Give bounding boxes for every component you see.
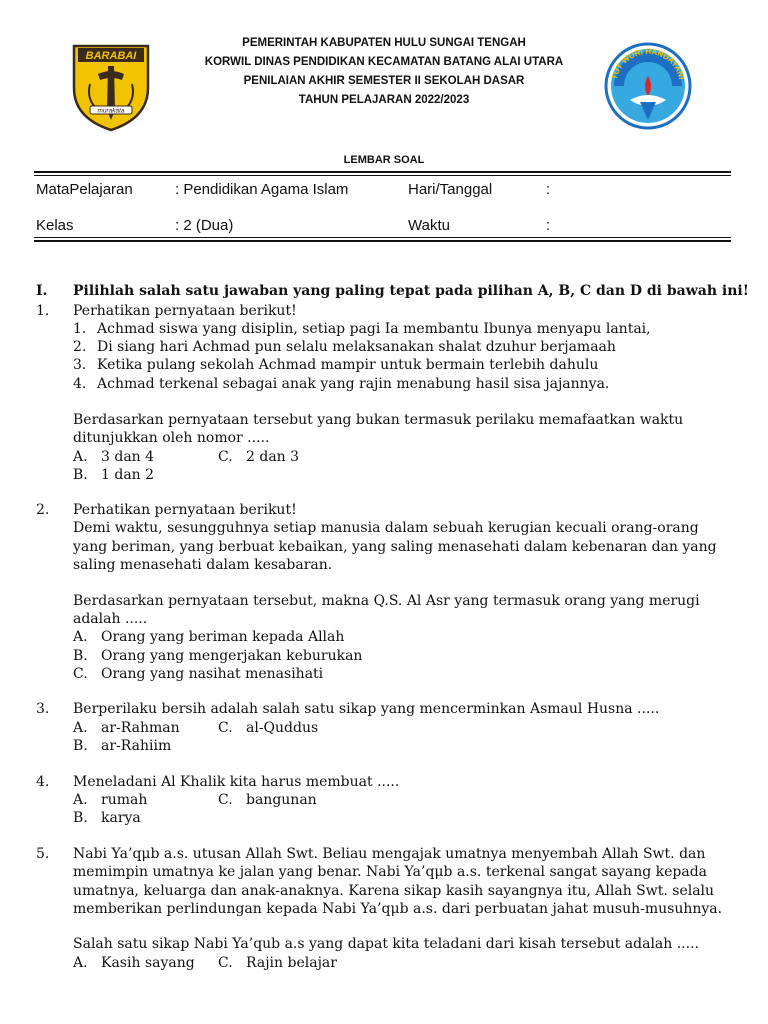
question-paragraph: saling menasehati dalam kesabaran. bbox=[73, 557, 333, 573]
option-text: Rajin belajar bbox=[246, 955, 337, 971]
question-paragraph: memberikan perlindungan kepada Nabi Ya’qμb a.s. dari perbuatan jahat musuh-musuhnya. bbox=[73, 901, 723, 917]
option-text: rumah bbox=[101, 792, 148, 808]
top-double-rule-thin bbox=[34, 175, 731, 176]
option-text: karya bbox=[101, 810, 141, 826]
statement-number: 1. bbox=[73, 321, 87, 337]
barabai-logo bbox=[68, 40, 154, 132]
svg-text:murakata: murakata bbox=[97, 107, 125, 115]
question-number: 1. bbox=[36, 303, 50, 319]
question-paragraph: Nabi Ya’qμb a.s. utusan Allah Swt. Beliau mengajak umatnya menyembah Allah Swt. dan bbox=[73, 846, 706, 862]
option-letter: A. bbox=[73, 955, 88, 971]
option-letter: C. bbox=[218, 955, 233, 971]
question-paragraph: Demi waktu, sesungguhnya setiap manusia dalam sebuah kerugian kecuali orang-orang bbox=[73, 520, 699, 536]
statement-text: Di siang hari Achmad pun selalu melaksanakan shalat dzuhur berjamaah bbox=[97, 339, 616, 355]
question-text: Berperilaku bersih adalah salah satu sikap yang mencerminkan Asmaul Husna ..... bbox=[73, 701, 660, 717]
section-instruction: Pilihlah salah satu jawaban yang paling tepat pada pilihan A, B, C dan D di bawah ini! bbox=[73, 283, 749, 299]
option-text: Kasih sayang bbox=[101, 955, 195, 971]
option-letter: B. bbox=[73, 810, 88, 826]
sheet-title: LEMBAR SOAL bbox=[343, 154, 425, 166]
subject-label: MataPelajaran bbox=[36, 181, 133, 198]
subject-value: : Pendidikan Agama Islam bbox=[175, 181, 349, 198]
svg-text:TUT WURI HANDAYANI: TUT WURI HANDAYANI bbox=[609, 46, 687, 81]
question-prompt: Berdasarkan pernyataan tersebut yang bukan termasuk perilaku memafaatkan waktu bbox=[73, 412, 684, 428]
option-letter: C. bbox=[218, 449, 233, 465]
question-prompt: Berdasarkan pernyataan tersebut, makna Q.S. Al Asr yang termasuk orang yang merugi bbox=[73, 593, 700, 609]
option-letter: A. bbox=[73, 629, 88, 645]
option-text: bangunan bbox=[246, 792, 317, 808]
statement-number: 2. bbox=[73, 339, 87, 355]
header-line-4: TAHUN PELAJARAN 2022/2023 bbox=[298, 94, 470, 106]
option-letter: A. bbox=[73, 720, 88, 736]
option-letter: C. bbox=[73, 666, 88, 682]
statement-text: Achmad terkenal sebagai anak yang rajin menabung hasil sisa jajannya. bbox=[97, 376, 610, 392]
option-letter: B. bbox=[73, 648, 88, 664]
option-letter: C. bbox=[218, 792, 233, 808]
bottom-double-rule bbox=[34, 240, 731, 242]
option-text: Orang yang beriman kepada Allah bbox=[101, 629, 345, 645]
time-value: : bbox=[546, 217, 551, 234]
bottom-double-rule-thin bbox=[34, 237, 731, 238]
question-prompt: ditunjukkan oleh nomor ..... bbox=[73, 430, 270, 446]
statement-number: 3. bbox=[73, 357, 87, 373]
header-line-2: KORWIL DINAS PENDIDIKAN KECAMATAN BATANG ALAI UTARA bbox=[204, 56, 564, 68]
option-text: Orang yang nasihat menasihati bbox=[101, 666, 324, 682]
question-paragraph: yang beriman, yang berbuat kebaikan, yang saling menasehati dalam kebenaran dan yang bbox=[73, 539, 717, 555]
svg-text:BARABAI: BARABAI bbox=[85, 50, 137, 62]
time-label: Waktu bbox=[408, 217, 450, 234]
question-paragraph: umatnya, keluarga dan anak-anaknya. Karena sikap kasih sayangnya itu, Allah Swt. selalu bbox=[73, 883, 715, 899]
option-text: ar-Rahman bbox=[101, 720, 180, 736]
tut-wuri-handayani-logo bbox=[600, 40, 696, 132]
school-header bbox=[150, 34, 618, 110]
day-label: Hari/Tanggal bbox=[408, 181, 493, 198]
question-number: 4. bbox=[36, 774, 50, 790]
question-number: 2. bbox=[36, 502, 50, 518]
option-letter: B. bbox=[73, 467, 88, 483]
option-text: ar-Rahiim bbox=[101, 738, 172, 754]
header-line-1: PEMERINTAH KABUPATEN HULU SUNGAI TENGAH bbox=[242, 37, 526, 49]
day-value: : bbox=[546, 181, 551, 198]
option-letter: C. bbox=[218, 720, 233, 736]
question-number: 3. bbox=[36, 701, 50, 717]
option-text: al-Quddus bbox=[246, 720, 319, 736]
statement-number: 4. bbox=[73, 376, 87, 392]
question-intro: Perhatikan pernyataan berikut! bbox=[73, 303, 297, 319]
question-number: 5. bbox=[36, 846, 50, 862]
question-intro: Perhatikan pernyataan berikut! bbox=[73, 502, 297, 518]
class-value: : 2 (Dua) bbox=[175, 217, 234, 234]
option-text: Orang yang mengerjakan keburukan bbox=[101, 648, 363, 664]
option-text: 3 dan 4 bbox=[101, 449, 155, 465]
question-prompt: Salah satu sikap Nabi Ya’qub a.s yang dapat kita teladani dari kisah tersebut adalah ..... bbox=[73, 936, 699, 952]
option-text: 1 dan 2 bbox=[101, 467, 155, 483]
statement-text: Ketika pulang sekolah Achmad mampir untuk bermain terlebih dahulu bbox=[97, 357, 599, 373]
option-letter: A. bbox=[73, 449, 88, 465]
option-letter: A. bbox=[73, 792, 88, 808]
option-letter: B. bbox=[73, 738, 88, 754]
top-double-rule bbox=[34, 171, 731, 173]
question-paragraph: memimpin umatnya ke jalan yang benar. Nabi Ya’qμb a.s. terkenal sangat sayang kepada bbox=[73, 864, 708, 880]
statement-text: Achmad siswa yang disiplin, setiap pagi Ia membantu Ibunya menyapu lantai, bbox=[97, 321, 651, 337]
question-prompt: adalah ..... bbox=[73, 611, 148, 627]
class-label: Kelas bbox=[36, 217, 74, 234]
section-number: I. bbox=[36, 283, 48, 299]
header-line-3: PENILAIAN AKHIR SEMESTER II SEKOLAH DASAR bbox=[243, 75, 525, 87]
question-text: Meneladani Al Khalik kita harus membuat ..... bbox=[73, 774, 400, 790]
option-text: 2 dan 3 bbox=[246, 449, 300, 465]
